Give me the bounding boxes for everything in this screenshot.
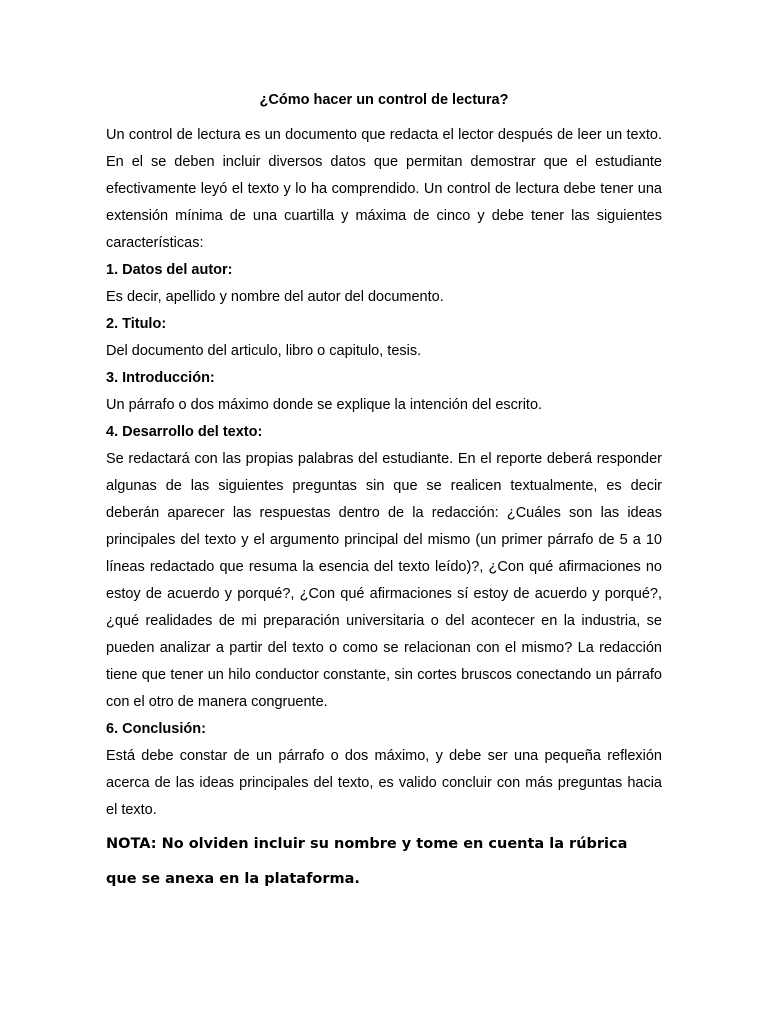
section-body: Es decir, apellido y nombre del autor del documento. [106, 289, 444, 305]
section-heading: 2. Titulo: [106, 316, 167, 332]
section-body: Un párrafo o dos máximo donde se explique la intención del escrito. [106, 397, 543, 413]
section-title [106, 311, 662, 365]
section-development [106, 419, 662, 716]
intro-paragraph: Un control de lectura es un documento que redacta el lector después de leer un texto. En el se deben incluir diversos datos que permitan demostrar que el estudiante efectivamente leyó el texto y lo ha comprendido. Un control de lectura debe tener una extensión mínima de una cuartilla y máxima de cinco y debe tener las siguientes características: [106, 127, 662, 251]
section-heading: 3. Introducción: [106, 370, 215, 386]
section-heading: 1. Datos del autor: [106, 262, 233, 278]
note-paragraph: NOTA: No olviden incluir su nombre y tome en cuenta la rúbrica que se anexa en la plataforma. [106, 836, 628, 887]
section-introduction [106, 365, 662, 419]
section-body: Se redactará con las propias palabras del estudiante. En el reporte deberá responder algunas de las siguientes preguntas sin que se realicen textualmente, es decir deberán aparecer las respuestas dentro de la redacción: ¿Cuáles son las ideas principales del texto y el argumento principal del mismo (un primer párrafo de 5 a 10 líneas redactado que resuma la esencia del texto leído)?, ¿Con qué afirmaciones no estoy de acuerdo y porqué?, ¿Con qué afirmaciones sí estoy de acuerdo y porqué?, ¿qué realidades de mi preparación universitaria o del acontecer en la industria, se pueden analizar a partir del texto o como se relacionan con el mismo? La redacción tiene que tener un hilo conductor constante, sin cortes bruscos conectando un párrafo con el otro de manera congruente. [106, 451, 662, 710]
section-body: Del documento del articulo, libro o capitulo, tesis. [106, 343, 422, 359]
section-heading: 6. Conclusión: [106, 721, 206, 737]
section-heading: 4. Desarrollo del texto: [106, 424, 263, 440]
section-conclusion [106, 716, 662, 824]
document-title: ¿Cómo hacer un control de lectura? [259, 92, 509, 108]
section-body: Está debe constar de un párrafo o dos máximo, y debe ser una pequeña reflexión acerca de las ideas principales del texto, es valido concluir con más preguntas hacia el texto. [106, 748, 662, 818]
section-author [106, 257, 662, 311]
document-page [106, 90, 662, 897]
